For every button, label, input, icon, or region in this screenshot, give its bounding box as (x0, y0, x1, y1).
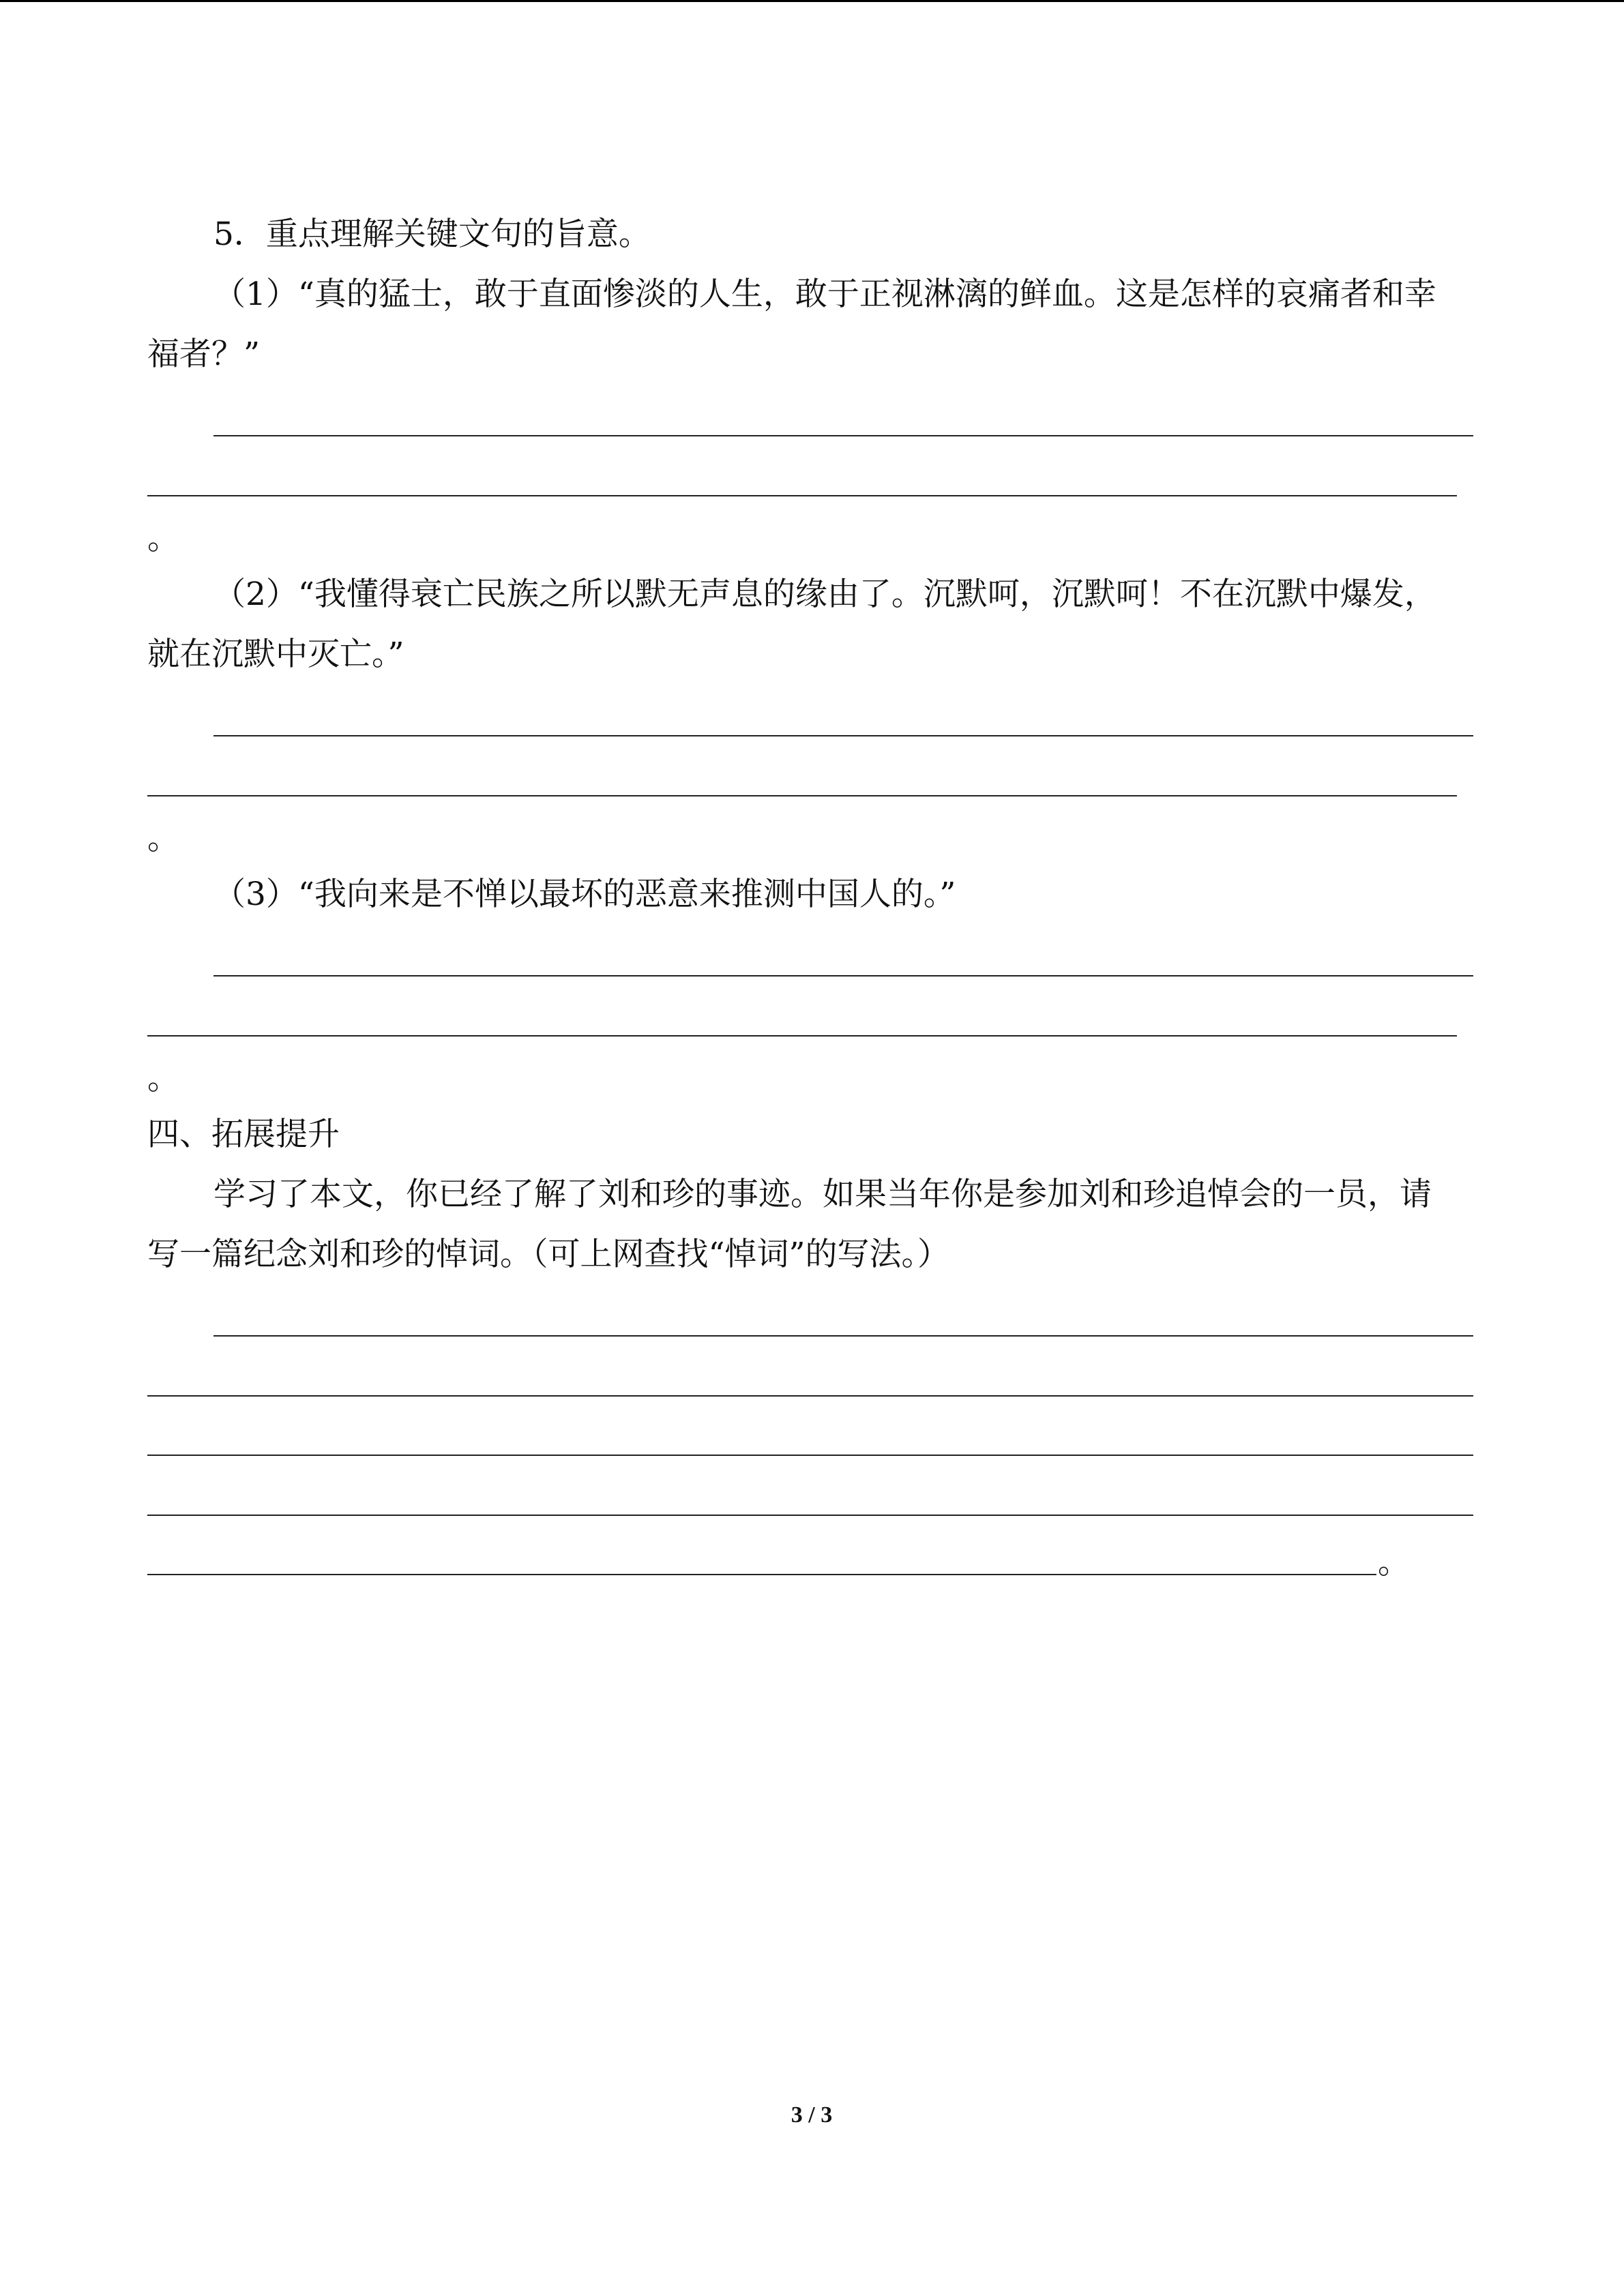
section4-answer-line-3[interactable] (147, 1455, 1473, 1456)
q5-item2-line1: （2）“我懂得衰亡民族之所以默无声息的缘由了。沉默呵，沉默呵！不在沉默中爆发， (213, 576, 1436, 613)
q5-heading: 5．重点理解关键文句的旨意。 (213, 215, 651, 253)
q5-item2-end-mark: 。 (147, 820, 179, 857)
section4-answer-line-5[interactable] (147, 1574, 1376, 1575)
q5-item1-answer-line-2[interactable] (147, 495, 1457, 496)
page-number: 3 / 3 (791, 2102, 833, 2128)
q5-item3-answer-line-2[interactable] (147, 1035, 1457, 1037)
section4-heading: 四、拓展提升 (147, 1116, 340, 1153)
section4-answer-line-1[interactable] (213, 1335, 1473, 1337)
q5-item2-answer-line-1[interactable] (213, 735, 1473, 736)
q5-item3-line1: （3）“我向来是不惮以最坏的恶意来推测中国人的。” (213, 876, 956, 913)
q5-item3-end-mark: 。 (147, 1060, 179, 1097)
section4-prompt-line1: 学习了本文，你已经了解了刘和珍的事迹。如果当年你是参加刘和珍追悼会的一员，请 (213, 1176, 1432, 1213)
q5-item2-line2: 就在沉默中灭亡。” (147, 636, 404, 673)
section4-end-mark: 。 (1378, 1544, 1410, 1581)
q5-item3-answer-line-1[interactable] (213, 975, 1473, 976)
q5-item1-answer-line-1[interactable] (213, 435, 1473, 436)
q5-item2-answer-line-2[interactable] (147, 795, 1457, 796)
q5-item1-line1: （1）“真的猛士，敢于直面惨淡的人生，敢于正视淋漓的鲜血。这是怎样的哀痛者和幸 (213, 275, 1436, 313)
section4-answer-line-4[interactable] (147, 1515, 1473, 1516)
q5-item1-end-mark: 。 (147, 520, 179, 557)
section4-answer-line-2[interactable] (147, 1395, 1473, 1397)
section4-prompt-line2: 写一篇纪念刘和珍的悼词。（可上网查找“悼词”的写法。） (147, 1236, 950, 1273)
q5-item1-line2: 福者？” (147, 336, 261, 373)
page-top-border (0, 0, 1624, 2)
